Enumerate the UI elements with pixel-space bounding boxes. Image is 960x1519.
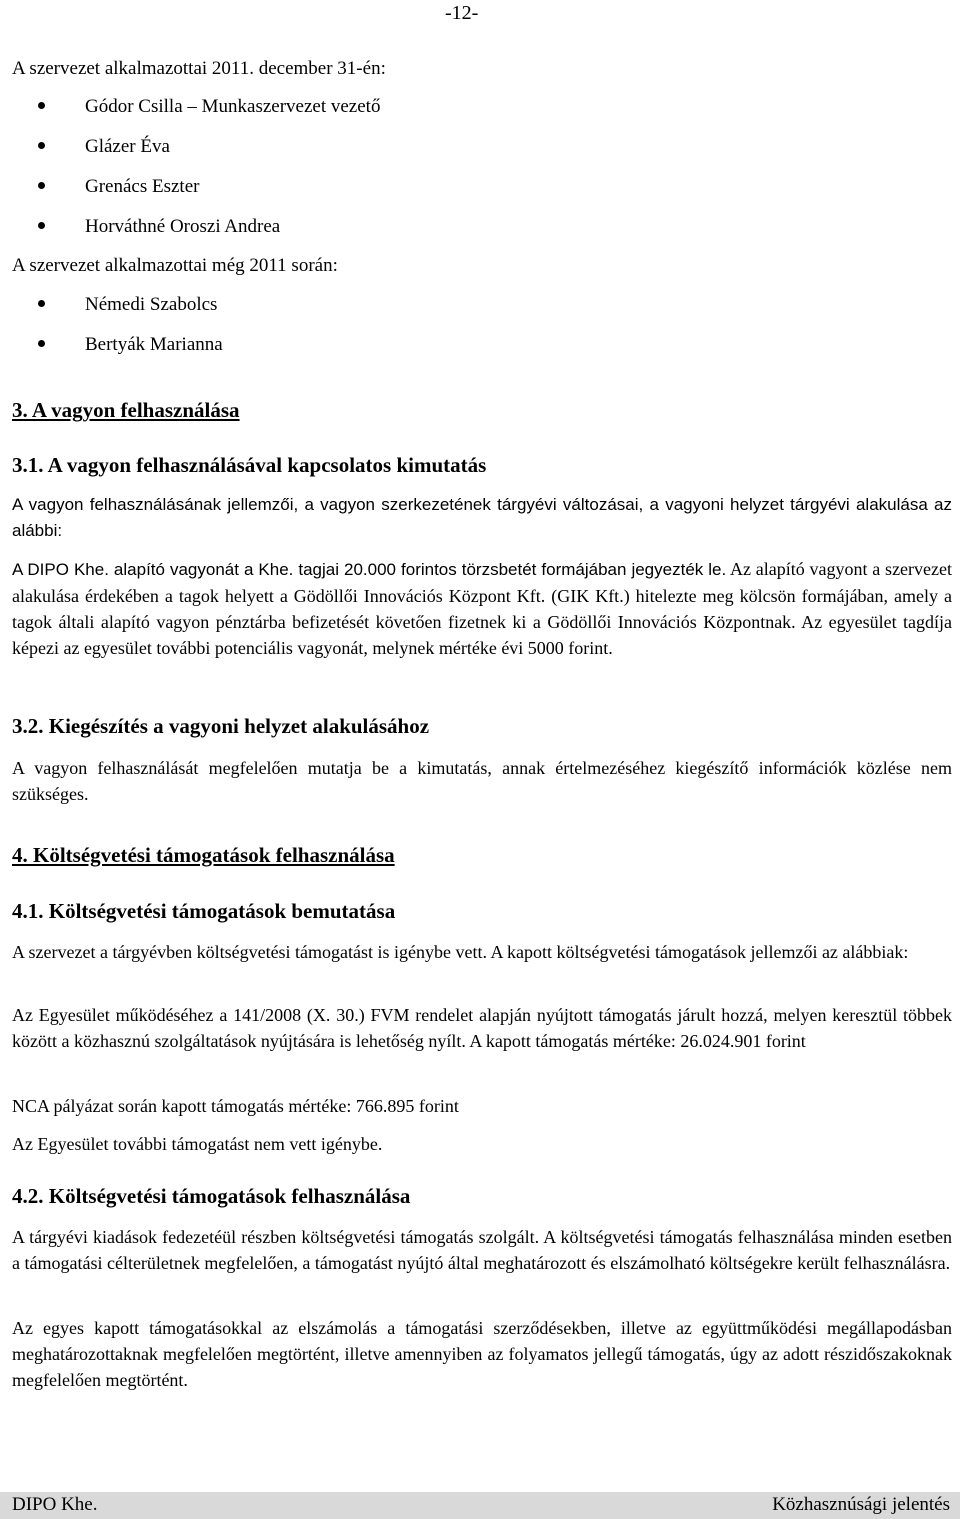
paragraph-4-1a: A szervezet a tárgyévben költségvetési támogatást is igénybe vett. A kapott költségvetési támogatások jellemzői az alábbiak:: [12, 942, 909, 962]
heading-4-1: 4.1. Költségvetési támogatások bemutatása: [12, 899, 396, 923]
paragraph-4-2b: Az egyes kapott támogatásokkal az elszámolás a támogatási szerződésekben, illetve az együttműködési megállapodásban meghatározottaknak megfelelően megtörtént, illetve amennyiben az folyamatos jellegű támogatás, úgy az adott részidőszakoknak megfelelően megtörtént.: [12, 1318, 952, 1390]
paragraph-3-1b: [12, 556, 952, 661]
bullet-icon: [38, 102, 45, 109]
paragraph-3-1b-sans: A DIPO Khe. alapító vagyonát a Khe. tagjai 20.000 forintos törzsbetét formájában jegyezték le.: [12, 560, 727, 579]
paragraph-3-1a: A vagyon felhasználásának jellemzői, a vagyon szerkezetének tárgyévi változásai, a vagyoni helyzet tárgyévi alakulása az alábbi:: [12, 495, 952, 540]
list-item-text: Horváthné Oroszi Andrea: [85, 216, 281, 237]
paragraph-4-2a: A tárgyévi kiadások fedezetéül részben költségvetési támogatás szolgált. A költségvetési támogatás felhasználása minden esetben a támogatási célterületnek megfelelően, a támogatást nyújtó által meghatározott és elszámolható költségekre került felhasználásra.: [12, 1227, 952, 1273]
list-item: [38, 176, 199, 198]
bullet-icon: [38, 142, 45, 149]
list-item-text: Bertyák Marianna: [85, 334, 223, 355]
list-item-text: Grenács Eszter: [85, 176, 200, 197]
footer-right: Közhasznúsági jelentés: [772, 1494, 950, 1515]
heading-3: 3. A vagyon felhasználása: [12, 398, 240, 422]
paragraph-3-1b-rest: Az alapító vagyont a szervezet alakulása érdekében a tagok helyett a Gödöllői Innovációs Központ Kft. (GIK Kft.) hitelezte meg kölcsön formájában, amely a tagok általi alapító vagyon pénztárba befizetését követően fizetnek ki a Gödöllői Innovációs Központnak. Az egyesület tagdíja képezi az egyesület további potenciális vagyonát, melynek mértéke évi 5000 forint.: [12, 559, 953, 658]
list-item-text: Némedi Szabolcs: [85, 294, 218, 315]
list-item: [38, 136, 170, 158]
list-item: [38, 216, 280, 238]
paragraph-4-1b: Az Egyesület működéséhez a 141/2008 (X. 30.) FVM rendelet alapján nyújtott támogatás járult hozzá, melyen keresztül többek között a közhasznú szolgáltatások nyújtására is lehetőség nyílt. A kapott támogatás mértéke: 26.024.901 forint: [12, 1005, 952, 1051]
list-item: [38, 96, 380, 118]
bullet-icon: [38, 340, 45, 347]
paragraph-4-1d: Az Egyesület további támogatást nem vett igénybe.: [12, 1134, 383, 1154]
bullet-icon: [38, 222, 45, 229]
paragraph-4-1c: NCA pályázat során kapott támogatás mértéke: 766.895 forint: [12, 1096, 459, 1116]
list-item-text: Glázer Éva: [85, 136, 170, 157]
heading-3-1: 3.1. A vagyon felhasználásával kapcsolatos kimutatás: [12, 453, 487, 477]
list-item: [38, 334, 223, 356]
list-item: [38, 294, 217, 316]
paragraph-3-2: A vagyon felhasználását megfelelően mutatja be a kimutatás, annak értelmezéséhez kiegészítő információk közlése nem szükséges.: [12, 758, 952, 804]
employees-intro: A szervezet alkalmazottai 2011. december 31-én:: [12, 58, 386, 79]
list-item-text: Gódor Csilla – Munkaszervezet vezető: [85, 96, 381, 117]
bullet-icon: [38, 182, 45, 189]
employees2-intro: A szervezet alkalmazottai még 2011 során:: [12, 255, 338, 276]
footer-left: DIPO Khe.: [12, 1494, 98, 1515]
bullet-icon: [38, 300, 45, 307]
page-number: -12-: [445, 2, 479, 24]
heading-4: 4. Költségvetési támogatások felhasználása: [12, 843, 395, 867]
heading-3-2: 3.2. Kiegészítés a vagyoni helyzet alakulásához: [12, 714, 430, 738]
heading-4-2: 4.2. Költségvetési támogatások felhasználása: [12, 1184, 411, 1208]
